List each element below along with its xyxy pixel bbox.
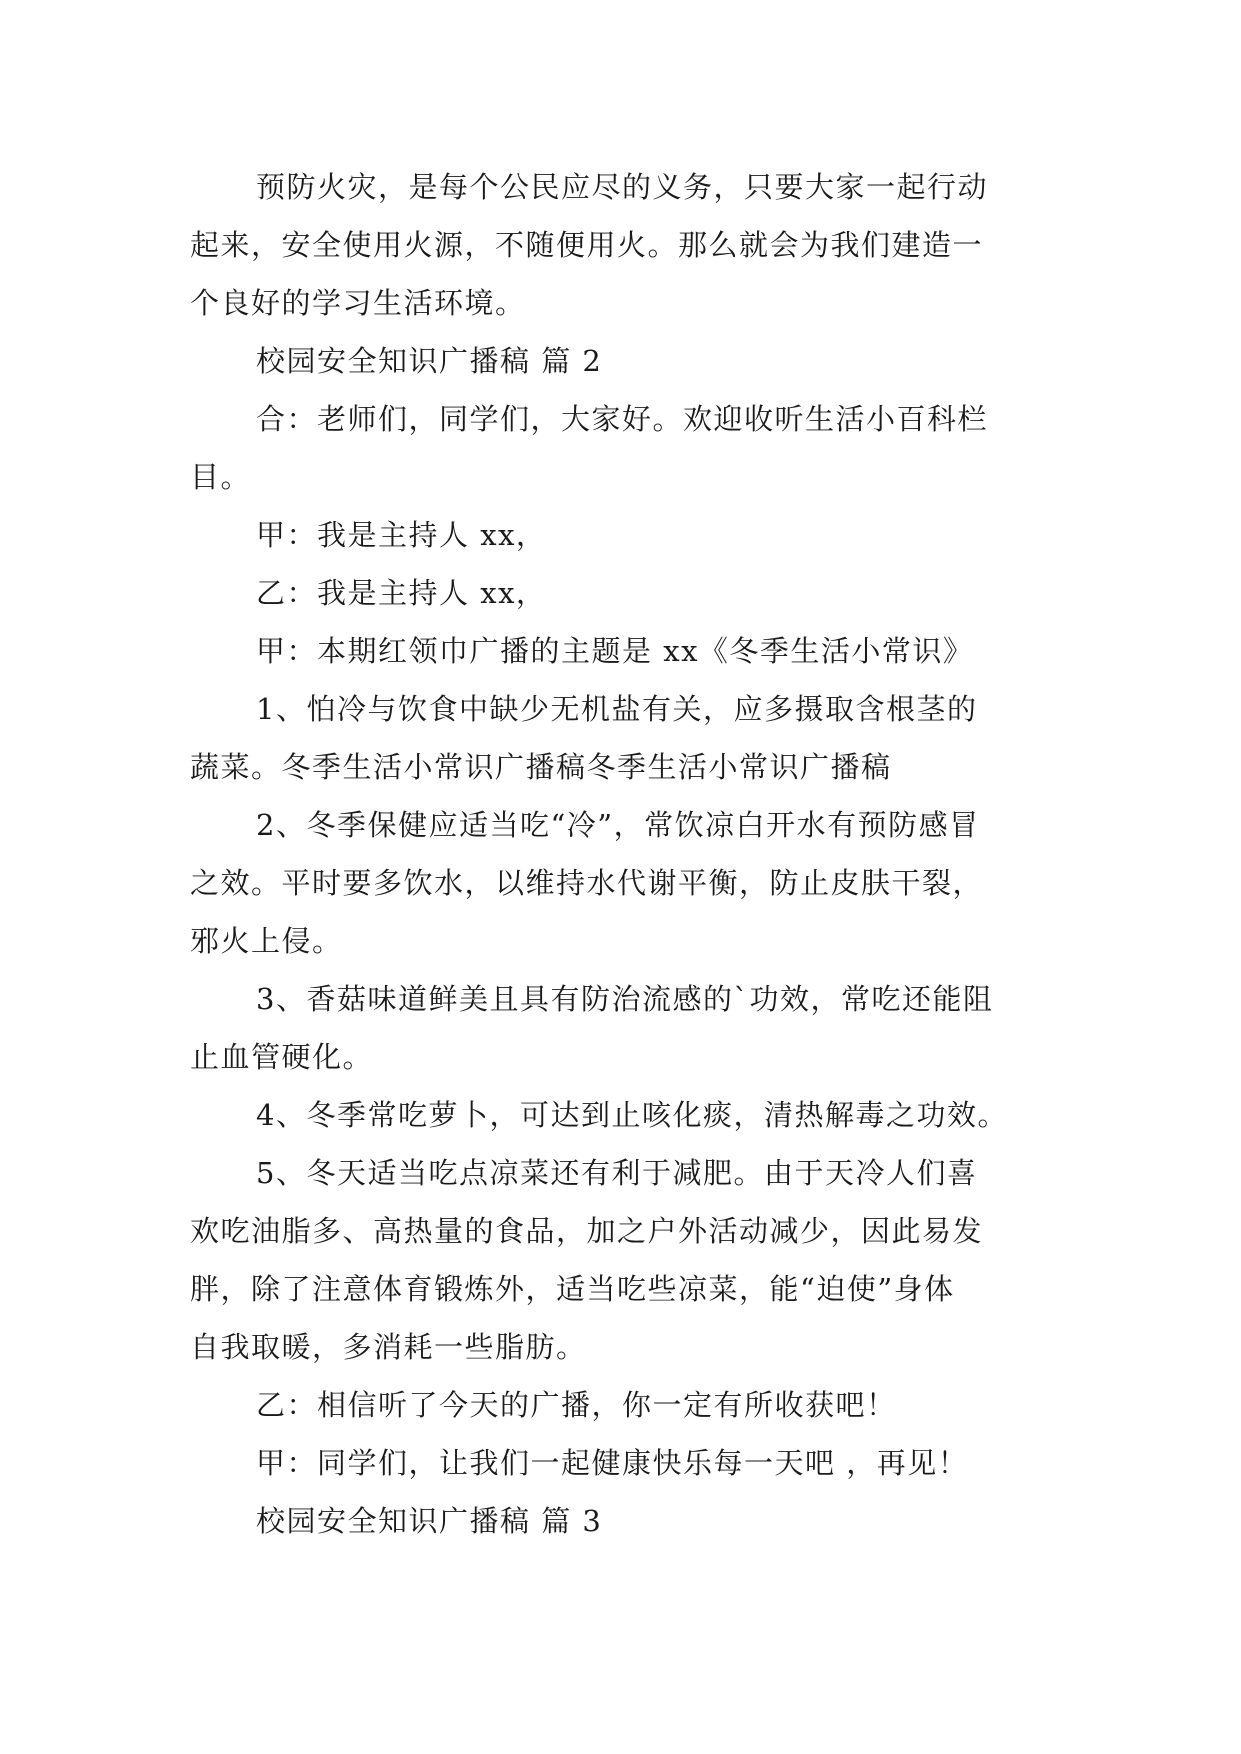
section-heading	[190, 1492, 1070, 1550]
text-line: 校园安全知识广播稿 篇 3	[256, 1504, 603, 1538]
paragraph	[190, 390, 1070, 506]
text-line: 胖，除了注意体育锻炼外，适当吃些凉菜，能“迫使”身体	[190, 1272, 955, 1306]
text-line: 1、怕冷与饮食中缺少无机盐有关，应多摄取含根茎的	[256, 692, 978, 726]
text-line: 邪火上侵。	[190, 924, 343, 958]
text-line: 蔬菜。冬季生活小常识广播稿冬季生活小常识广播稿	[190, 750, 892, 784]
text-line: 欢吃油脂多、高热量的食品，加之户外活动减少，因此易发	[190, 1214, 984, 1248]
text-line: 自我取暖，多消耗一些脂肪。	[190, 1330, 587, 1364]
text-line: 3、香菇味道鲜美且具有防治流感的`功效，常吃还能阻	[256, 982, 994, 1016]
paragraph	[190, 796, 1070, 970]
section-heading	[190, 332, 1070, 390]
paragraph	[190, 1144, 1070, 1376]
paragraph	[190, 622, 1070, 680]
text-line: 起来，安全使用火源，不随便用火。那么就会为我们建造一	[190, 228, 984, 262]
text-line: 4、冬季常吃萝卜，可达到止咳化痰，清热解毒之功效。	[256, 1098, 1008, 1132]
text-line: 之效。平时要多饮水，以维持水代谢平衡，防止皮肤干裂，	[190, 866, 984, 900]
text-line: 甲：我是主持人 xx，	[256, 518, 547, 552]
text-line: 2、冬季保健应适当吃“冷”，常饮凉白开水有预防感冒	[256, 808, 980, 842]
paragraph	[190, 1376, 1070, 1434]
text-line: 5、冬天适当吃点凉菜还有利于减肥。由于天冷人们喜	[256, 1156, 978, 1190]
paragraph	[190, 1086, 1070, 1144]
text-line: 甲：本期红领巾广播的主题是 xx《冬季生活小常识》	[256, 634, 974, 668]
paragraph	[190, 564, 1070, 622]
paragraph	[190, 970, 1070, 1086]
text-line: 预防火灾，是每个公民应尽的义务，只要大家一起行动	[256, 170, 989, 204]
paragraph	[190, 1434, 1070, 1492]
text-line: 目。	[190, 460, 252, 494]
document-body	[190, 158, 1070, 1550]
text-line: 个良好的学习生活环境。	[190, 286, 526, 320]
text-line: 乙：我是主持人 xx，	[256, 576, 547, 610]
paragraph	[190, 158, 1070, 332]
paragraph	[190, 506, 1070, 564]
text-line: 止血管硬化。	[190, 1040, 374, 1074]
text-line: 乙：相信听了今天的广播，你一定有所收获吧！	[256, 1388, 897, 1422]
paragraph	[190, 680, 1070, 796]
text-line: 校园安全知识广播稿 篇 2	[256, 344, 603, 378]
text-line: 甲：同学们，让我们一起健康快乐每一天吧 ，再见！	[256, 1446, 969, 1480]
text-line: 合：老师们，同学们，大家好。欢迎收听生活小百科栏	[256, 402, 989, 436]
